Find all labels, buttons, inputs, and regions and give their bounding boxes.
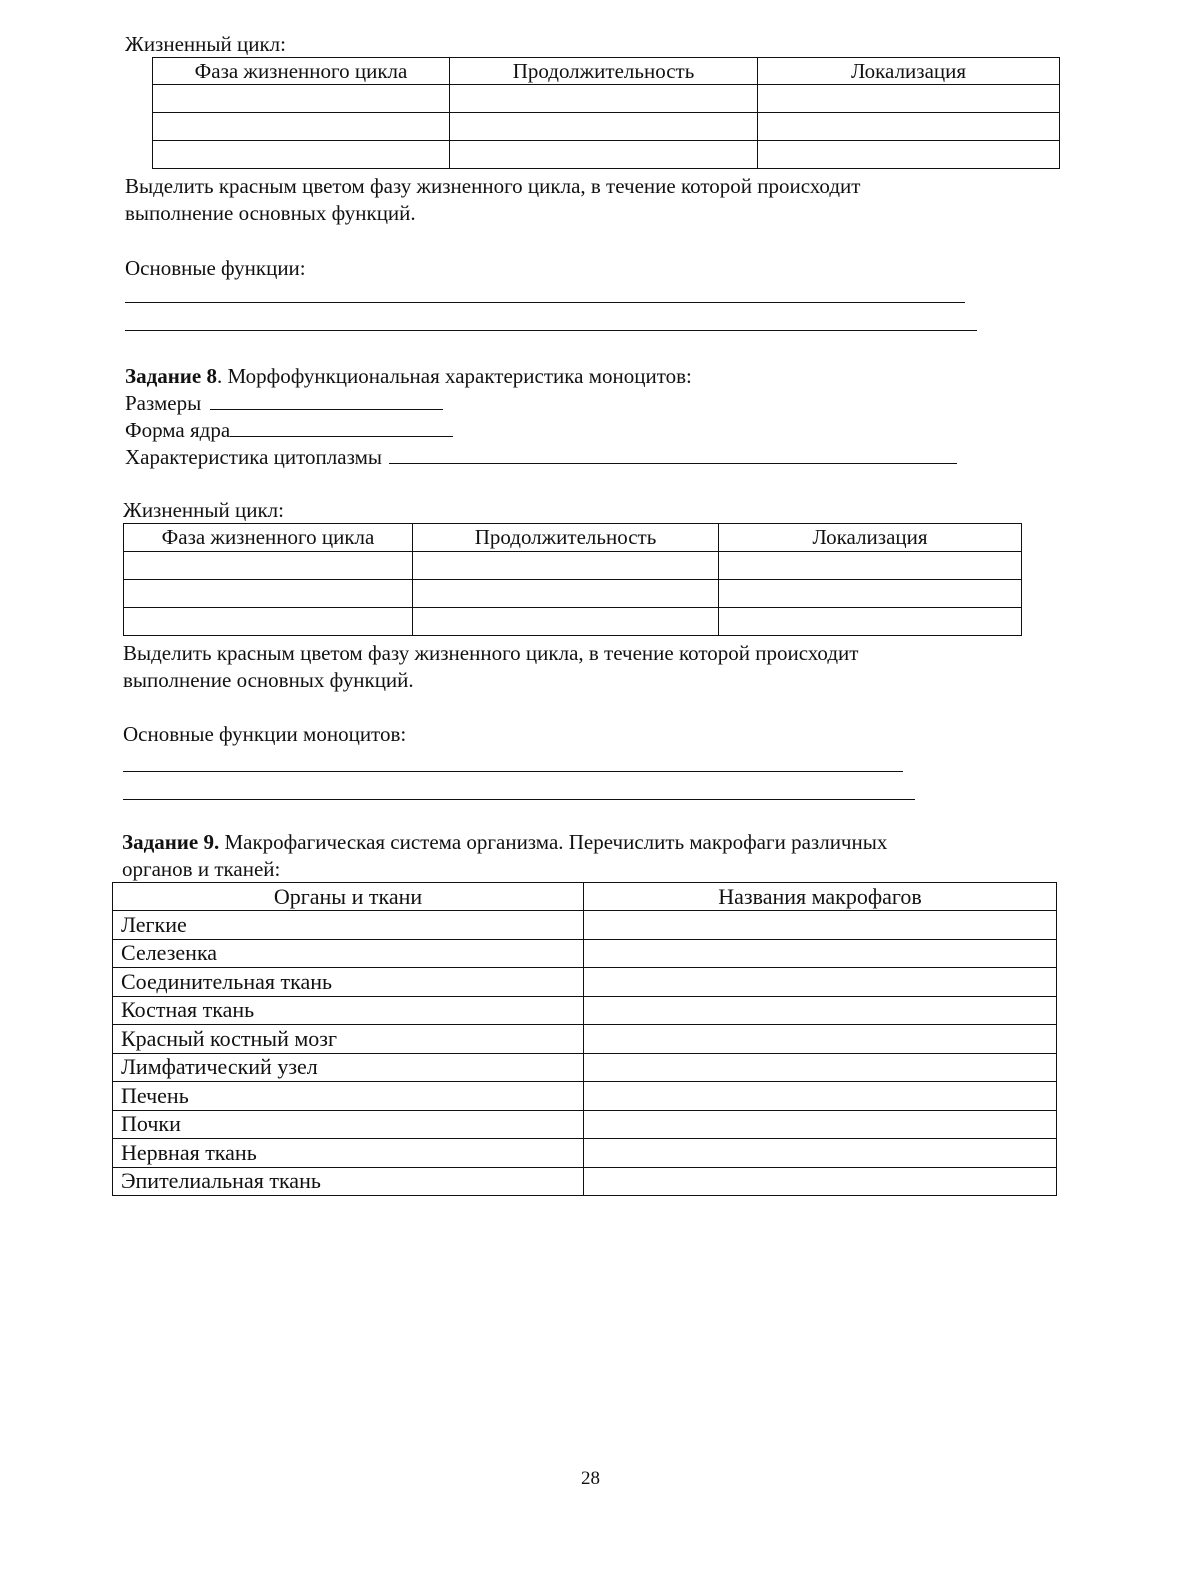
instruction-line-2: выполнение основных функций. xyxy=(123,668,414,692)
table-header-phase: Фаза жизненного цикла xyxy=(124,524,413,552)
page-number: 28 xyxy=(581,1468,600,1489)
macrophage-cell[interactable] xyxy=(584,1139,1057,1168)
table-cell[interactable] xyxy=(450,141,758,169)
table-header-organs: Органы и ткани xyxy=(113,883,584,911)
instruction-line-1: Выделить красным цветом фазу жизненного цикла, в течение которой происходит xyxy=(125,174,861,198)
table-cell[interactable] xyxy=(413,580,719,608)
answer-line[interactable] xyxy=(123,799,915,800)
table-header-localization: Локализация xyxy=(719,524,1022,552)
table-cell[interactable] xyxy=(153,113,450,141)
organ-cell: Печень xyxy=(113,1082,584,1111)
lifecycle-label-2: Жизненный цикл: xyxy=(123,498,284,522)
macrophage-cell[interactable] xyxy=(584,1053,1057,1082)
macrophage-table xyxy=(112,882,1057,1196)
lifecycle-label-1: Жизненный цикл: xyxy=(125,32,286,56)
lifecycle-table-2 xyxy=(123,523,1022,636)
table-row xyxy=(124,608,1022,636)
instruction-line-1: Выделить красным цветом фазу жизненного цикла, в течение которой происходит xyxy=(123,641,859,665)
table-cell[interactable] xyxy=(124,608,413,636)
table-row xyxy=(113,1082,1057,1111)
task8-number: Задание 8 xyxy=(125,364,217,388)
size-answer-line[interactable] xyxy=(210,391,443,410)
macrophage-cell[interactable] xyxy=(584,911,1057,940)
organ-cell: Костная ткань xyxy=(113,996,584,1025)
table-cell[interactable] xyxy=(450,85,758,113)
task9-heading xyxy=(122,830,887,855)
table-row xyxy=(113,1167,1057,1196)
table-row xyxy=(124,580,1022,608)
table-row xyxy=(113,1053,1057,1082)
table-header-phase: Фаза жизненного цикла xyxy=(153,58,450,85)
table-row xyxy=(153,113,1060,141)
organ-cell: Нервная ткань xyxy=(113,1139,584,1168)
table-cell[interactable] xyxy=(719,552,1022,580)
table-cell[interactable] xyxy=(124,580,413,608)
cytoplasm-row xyxy=(125,445,957,470)
table-cell[interactable] xyxy=(153,85,450,113)
table-row xyxy=(113,939,1057,968)
macrophage-cell[interactable] xyxy=(584,1167,1057,1196)
macrophage-cell[interactable] xyxy=(584,939,1057,968)
cytoplasm-label: Характеристика цитоплазмы xyxy=(125,445,382,469)
cytoplasm-answer-line[interactable] xyxy=(389,445,957,464)
table-row xyxy=(124,552,1022,580)
table-row xyxy=(113,1025,1057,1054)
macrophage-cell[interactable] xyxy=(584,1082,1057,1111)
answer-line[interactable] xyxy=(125,330,977,331)
size-row xyxy=(125,391,443,416)
task8-title: . Морфофункциональная характеристика моноцитов: xyxy=(216,364,692,388)
instruction-line-2: выполнение основных функций. xyxy=(125,201,416,225)
organ-cell: Красный костный мозг xyxy=(113,1025,584,1054)
table-row xyxy=(153,141,1060,169)
organ-cell: Соединительная ткань xyxy=(113,968,584,997)
table-header-localization: Локализация xyxy=(758,58,1060,85)
task9-number: Задание 9. xyxy=(122,830,220,854)
table-cell[interactable] xyxy=(124,552,413,580)
task9-title: Макрофагическая система организма. Перечислить макрофаги различных xyxy=(219,830,888,854)
functions-label-1: Основные функции: xyxy=(125,256,306,280)
table-row xyxy=(113,1139,1057,1168)
table-header-duration: Продолжительность xyxy=(450,58,758,85)
task8-heading xyxy=(125,364,692,389)
table-header-duration: Продолжительность xyxy=(413,524,719,552)
table-cell[interactable] xyxy=(719,580,1022,608)
table-row xyxy=(113,911,1057,940)
macrophage-cell[interactable] xyxy=(584,1025,1057,1054)
organ-cell: Лимфатический узел xyxy=(113,1053,584,1082)
organ-cell: Эпителиальная ткань xyxy=(113,1167,584,1196)
table-header-macrophages: Названия макрофагов xyxy=(584,883,1057,911)
functions-label-2: Основные функции моноцитов: xyxy=(123,722,407,746)
table-row xyxy=(113,1110,1057,1139)
table-cell[interactable] xyxy=(719,608,1022,636)
organ-cell: Легкие xyxy=(113,911,584,940)
lifecycle-table-1 xyxy=(152,57,1060,169)
table-row xyxy=(113,996,1057,1025)
organ-cell: Селезенка xyxy=(113,939,584,968)
macrophage-cell[interactable] xyxy=(584,996,1057,1025)
table-cell[interactable] xyxy=(758,141,1060,169)
task9-title-line2: органов и тканей: xyxy=(122,857,281,881)
organ-cell: Почки xyxy=(113,1110,584,1139)
table-cell[interactable] xyxy=(413,552,719,580)
table-row xyxy=(153,85,1060,113)
answer-line[interactable] xyxy=(123,771,903,772)
table-cell[interactable] xyxy=(758,113,1060,141)
table-row xyxy=(113,968,1057,997)
macrophage-cell[interactable] xyxy=(584,1110,1057,1139)
table-cell[interactable] xyxy=(758,85,1060,113)
nucleus-row xyxy=(125,418,453,443)
nucleus-label: Форма ядра xyxy=(125,418,231,442)
macrophage-cell[interactable] xyxy=(584,968,1057,997)
answer-line[interactable] xyxy=(125,302,965,303)
table-cell[interactable] xyxy=(413,608,719,636)
table-cell[interactable] xyxy=(153,141,450,169)
nucleus-answer-line[interactable] xyxy=(230,418,453,437)
size-label: Размеры xyxy=(125,391,202,415)
table-cell[interactable] xyxy=(450,113,758,141)
